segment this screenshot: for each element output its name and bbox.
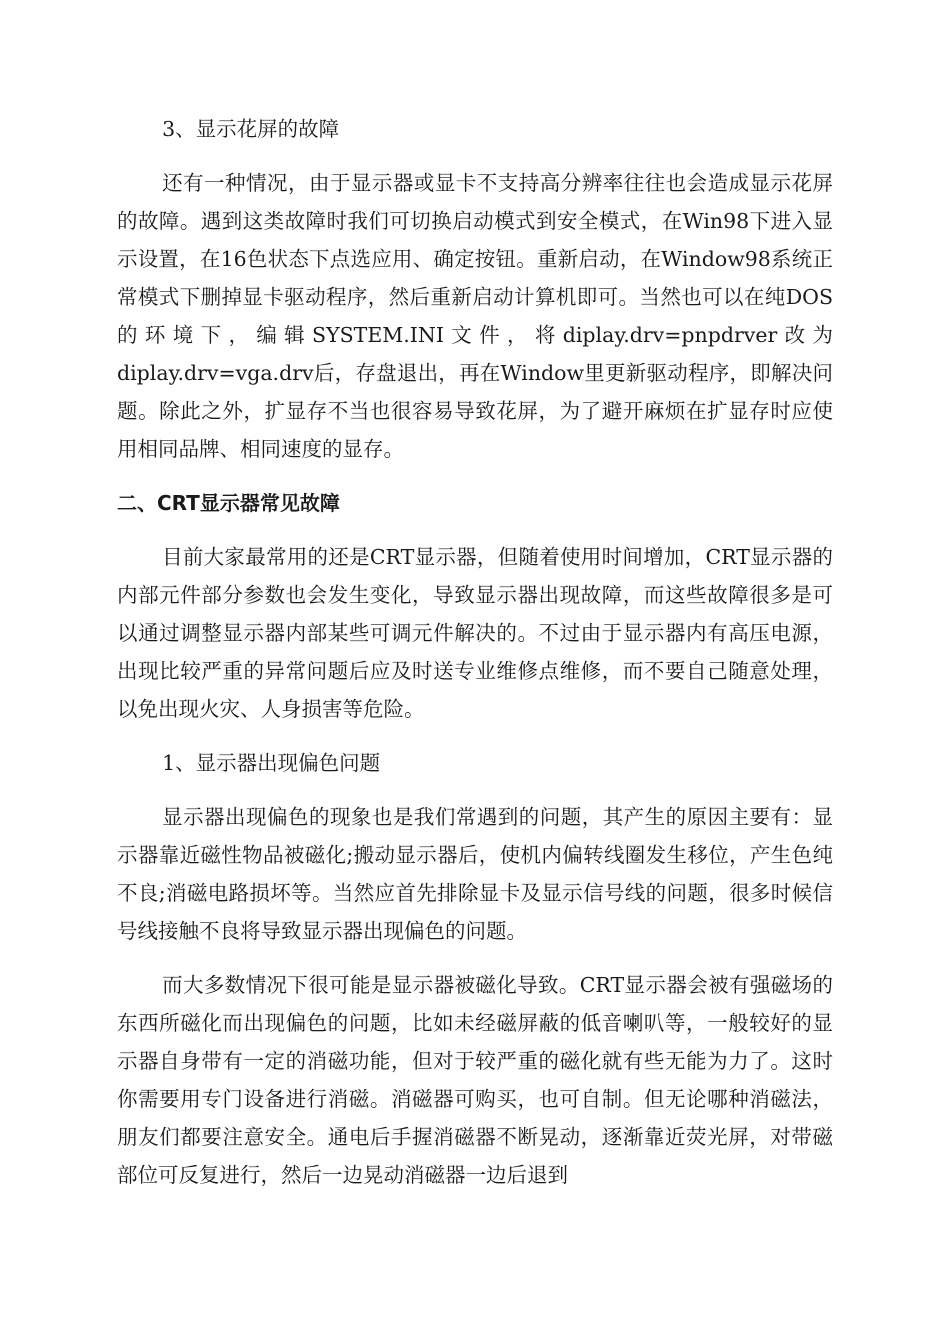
paragraph-crt-intro: 目前大家最常用的还是CRT显示器，但随着使用时间增加，CRT显示器的内部元件部分参数也会发生变化，导致显示器出现故障，而这些故障很多是可以通过调整显示器内部某些可调元件解决的。不过由于显示器内有高压电源，出现比较严重的异常问题后应及时送专业维修点维修，而不要自己随意处理，以免出现火灾、人身损害等危险。 <box>117 545 833 721</box>
paragraph-display-glitch: 还有一种情况，由于显示器或显卡不支持高分辨率往往也会造成显示花屏的故障。遇到这类故障时我们可切换启动模式到安全模式，在Win98下进入显示设置，在16色状态下点选应用、确定按钮。重新启动，在Window98系统正常模式下删掉显卡驱动程序，然后重新启动计算机即可。当然也可以在纯DOS的环境下，编辑SYSTEM.INI文件，将diplay.drv=pnpdrver改为diplay.drv=vga.drv后，存盘退出，再在Window里更新驱动程序，即解决问题。除此之外，扩显存不当也很容易导致花屏，为了避开麻烦在扩显存时应使用相同品牌、相同速度的显存。 <box>117 171 833 461</box>
subsection-heading-color-cast: 1、显示器出现偏色问题 <box>162 751 381 775</box>
document-body <box>117 110 833 1210</box>
subsection-heading-display-glitch: 3、显示花屏的故障 <box>162 117 340 141</box>
paragraph-color-cast-causes: 显示器出现偏色的现象也是我们常遇到的问题，其产生的原因主要有：显示器靠近磁性物品被磁化;搬动显示器后，使机内偏转线圈发生移位，产生色纯不良;消磁电路损坏等。当然应首先排除显卡及显示信号线的问题，很多时候信号线接触不良将导致显示器出现偏色的问题。 <box>117 805 833 943</box>
section-heading-crt-faults: 二、CRT显示器常见故障 <box>117 491 340 515</box>
paragraph-degaussing: 而大多数情况下很可能是显示器被磁化导致。CRT显示器会被有强磁场的东西所磁化而出现偏色的问题，比如未经磁屏蔽的低音喇叭等，一般较好的显示器自身带有一定的消磁功能，但对于较严重的磁化就有些无能为力了。这时你需要用专门设备进行消磁。消磁器可购买，也可自制。但无论哪种消磁法，朋友们都要注意安全。通电后手握消磁器不断晃动，逐渐靠近荧光屏，对带磁部位可反复进行，然后一边晃动消磁器一边后退到 <box>117 973 833 1187</box>
